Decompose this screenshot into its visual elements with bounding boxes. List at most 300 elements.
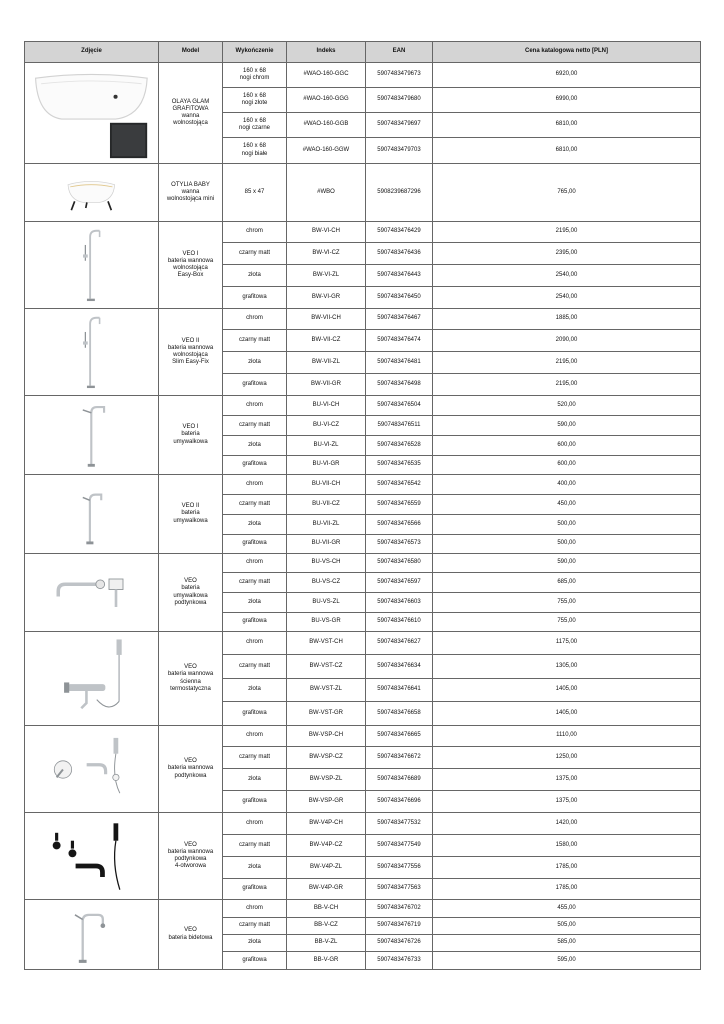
model-line: wolnostojąca — [173, 120, 208, 127]
price-cell: 1885,00 — [433, 309, 701, 330]
finish-cell — [223, 374, 287, 396]
finish-cell — [223, 573, 287, 593]
finish-cell — [223, 791, 287, 813]
ean-cell: 5908239687296 — [366, 164, 433, 222]
model-line: OTYLIA BABY — [171, 181, 210, 188]
ean-cell: 5907483479697 — [366, 113, 433, 138]
finish-line: grafitowa — [242, 709, 267, 716]
index-cell: BB-V-CH — [287, 900, 366, 918]
index-cell: BU-VS-GR — [287, 613, 366, 632]
price-cell: 590,00 — [433, 416, 701, 436]
finish-cell — [223, 857, 287, 879]
finish-line: złota — [248, 520, 261, 527]
index-cell: BW-VII-CH — [287, 309, 366, 330]
finish-line: chrom — [246, 228, 263, 235]
finish-cell — [223, 138, 287, 164]
header-row — [25, 42, 701, 63]
price-cell: 1785,00 — [433, 857, 701, 879]
ean-cell: 5907483476436 — [366, 243, 433, 265]
index-cell: BW-VST-CH — [287, 632, 366, 655]
finish-cell — [223, 702, 287, 726]
price-cell: 2195,00 — [433, 222, 701, 243]
ean-cell: 5907483476443 — [366, 265, 433, 287]
finish-cell — [223, 63, 287, 88]
model-line: GRAFITOWA — [172, 105, 209, 112]
finish-line: chrom — [246, 732, 263, 739]
ean-cell: 5907483476511 — [366, 416, 433, 436]
finish-cell — [223, 726, 287, 747]
finish-line: złota — [248, 939, 261, 946]
model-line: VEO — [184, 758, 197, 765]
price-cell: 6990,00 — [433, 88, 701, 113]
finish-line: grafitowa — [242, 380, 267, 387]
model-line: bateria wannowa — [167, 257, 214, 264]
index-cell: BW-VII-GR — [287, 374, 366, 396]
concealed-bath-mixer-icon — [44, 730, 139, 809]
finish-line: nogi chrom — [239, 75, 270, 81]
index-cell: BU-VS-CH — [287, 554, 366, 573]
product-photo — [25, 396, 159, 475]
index-cell: BW-VSP-GR — [287, 791, 366, 813]
table-row — [25, 164, 701, 222]
price-cell: 1250,00 — [433, 747, 701, 769]
table-row — [25, 632, 701, 655]
index-cell: #WAO-160-GGG — [287, 88, 366, 113]
table-row — [25, 813, 701, 835]
ean-cell: 5907483476528 — [366, 436, 433, 456]
ean-cell: 5907483476689 — [366, 769, 433, 791]
finish-line: złota — [248, 686, 261, 693]
finish-line: chrom — [246, 819, 263, 826]
model-line: VEO I — [182, 424, 199, 431]
finish-line: chrom — [246, 559, 263, 566]
finish-line: złota — [248, 775, 261, 782]
index-cell: BU-VII-ZL — [287, 515, 366, 535]
finish-cell — [223, 396, 287, 416]
tall-basin-mixer-icon — [70, 400, 113, 471]
finish-cell — [223, 613, 287, 632]
finish-line: nogi złote — [241, 100, 268, 106]
product-model — [159, 813, 223, 900]
bidet-mixer-icon — [61, 904, 123, 966]
price-cell: 1405,00 — [433, 702, 701, 726]
price-cell: 600,00 — [433, 456, 701, 475]
product-model — [159, 222, 223, 309]
header-photo: Zdjęcie — [25, 42, 159, 63]
index-cell: BW-VSP-CZ — [287, 747, 366, 769]
ean-cell: 5907483476726 — [366, 935, 433, 952]
finish-cell — [223, 330, 287, 352]
product-photo — [25, 554, 159, 632]
finish-line: 160 x 68 — [242, 92, 267, 99]
price-cell: 1375,00 — [433, 791, 701, 813]
product-model — [159, 309, 223, 396]
product-photo — [25, 63, 159, 164]
table-row — [25, 554, 701, 573]
index-cell: BW-VST-GR — [287, 702, 366, 726]
ean-cell: 5907483476634 — [366, 655, 433, 679]
finish-line: grafitowa — [242, 885, 267, 892]
index-cell: BW-V4P-GR — [287, 879, 366, 900]
wall-basin-mixer-icon — [39, 558, 144, 628]
index-cell: BW-VSP-ZL — [287, 769, 366, 791]
finish-cell — [223, 475, 287, 495]
product-photo — [25, 813, 159, 900]
finish-line: grafitowa — [242, 956, 267, 963]
finish-line: chrom — [246, 315, 263, 322]
index-cell: BU-VI-CZ — [287, 416, 366, 436]
price-cell: 1785,00 — [433, 879, 701, 900]
model-line: bateria — [181, 510, 200, 517]
finish-cell — [223, 535, 287, 554]
product-photo — [25, 164, 159, 222]
price-cell: 2540,00 — [433, 287, 701, 309]
finish-cell — [223, 352, 287, 374]
freestanding-bath-mixer-icon — [68, 313, 115, 392]
price-table — [24, 41, 701, 970]
ean-cell: 5907483476672 — [366, 747, 433, 769]
ean-cell: 5907483476641 — [366, 679, 433, 702]
finish-cell — [223, 769, 287, 791]
finish-cell — [223, 679, 287, 702]
ean-cell: 5907483476559 — [366, 495, 433, 515]
price-cell: 1420,00 — [433, 813, 701, 835]
price-cell: 685,00 — [433, 573, 701, 593]
ean-cell: 5907483476535 — [366, 456, 433, 475]
price-cell: 1375,00 — [433, 769, 701, 791]
ean-cell: 5907483476733 — [366, 952, 433, 970]
finish-cell — [223, 495, 287, 515]
finish-line: czarny matt — [238, 841, 270, 848]
model-line: bateria wannowa — [167, 671, 214, 678]
index-cell: BW-VII-ZL — [287, 352, 366, 374]
ean-cell: 5907483476719 — [366, 918, 433, 935]
ean-cell: 5907483476481 — [366, 352, 433, 374]
model-line: podtynkowa — [174, 599, 207, 606]
index-cell: #WAO-160-GGB — [287, 113, 366, 138]
finish-cell — [223, 918, 287, 935]
product-photo — [25, 726, 159, 813]
index-cell: BW-VI-CZ — [287, 243, 366, 265]
product-photo — [25, 222, 159, 309]
finish-line: czarny matt — [238, 662, 270, 669]
finish-line: czarny matt — [238, 578, 270, 585]
index-cell: BB-V-CZ — [287, 918, 366, 935]
index-cell: BW-VI-ZL — [287, 265, 366, 287]
freestanding-bathtub-icon — [30, 67, 153, 160]
table-row — [25, 900, 701, 918]
table-row — [25, 396, 701, 416]
price-cell: 1580,00 — [433, 835, 701, 857]
index-cell: BB-V-GR — [287, 952, 366, 970]
model-line: bateria — [181, 431, 200, 438]
finish-cell — [223, 813, 287, 835]
finish-line: 160 x 68 — [242, 143, 267, 150]
index-cell: BW-VI-CH — [287, 222, 366, 243]
finish-line: grafitowa — [242, 293, 267, 300]
header-ean: EAN — [366, 42, 433, 63]
finish-line: nogi czarne — [238, 125, 271, 131]
ean-cell: 5907483477556 — [366, 857, 433, 879]
model-line: VEO — [184, 927, 197, 934]
ean-cell: 5907483476603 — [366, 593, 433, 613]
finish-cell — [223, 164, 287, 222]
ean-cell: 5907483476542 — [366, 475, 433, 495]
freestanding-bath-mixer-icon — [68, 226, 115, 305]
model-line: bateria — [181, 585, 200, 592]
product-photo — [25, 475, 159, 554]
finish-cell — [223, 515, 287, 535]
price-cell: 505,00 — [433, 918, 701, 935]
model-line: wolnostojąca — [173, 265, 208, 271]
finish-line: chrom — [246, 401, 263, 408]
ean-cell: 5907483479703 — [366, 138, 433, 164]
ean-cell: 5907483477532 — [366, 813, 433, 835]
model-line: wanna — [181, 188, 200, 195]
price-cell: 6810,00 — [433, 113, 701, 138]
price-cell: 1110,00 — [433, 726, 701, 747]
thermostatic-bath-mixer-icon — [40, 636, 143, 722]
model-line: wanna — [181, 113, 200, 119]
finish-line: nogi białe — [241, 150, 268, 157]
table-row — [25, 475, 701, 495]
index-cell: BU-VI-GR — [287, 456, 366, 475]
model-line: umywalkowa — [173, 438, 208, 445]
price-cell: 1305,00 — [433, 655, 701, 679]
model-line: wolnostojąca — [173, 352, 208, 358]
ean-cell: 5907483476597 — [366, 573, 433, 593]
ean-cell: 5907483476498 — [366, 374, 433, 396]
ean-cell: 5907483477563 — [366, 879, 433, 900]
ean-cell: 5907483476610 — [366, 613, 433, 632]
basin-mixer-icon — [70, 479, 113, 550]
finish-cell — [223, 879, 287, 900]
ean-cell: 5907483476573 — [366, 535, 433, 554]
model-line: Easy-Box — [177, 272, 204, 279]
finish-cell — [223, 113, 287, 138]
product-model — [159, 164, 223, 222]
index-cell: BW-VST-ZL — [287, 679, 366, 702]
product-model — [159, 554, 223, 632]
product-model — [159, 396, 223, 475]
model-line: VEO II — [181, 503, 200, 510]
price-cell: 755,00 — [433, 613, 701, 632]
index-cell: BW-VI-GR — [287, 287, 366, 309]
model-line: VEO II — [181, 337, 200, 344]
product-photo — [25, 900, 159, 970]
finish-cell — [223, 309, 287, 330]
ean-cell: 5907483476566 — [366, 515, 433, 535]
finish-cell — [223, 287, 287, 309]
finish-cell — [223, 88, 287, 113]
table-row — [25, 222, 701, 243]
price-cell: 2090,00 — [433, 330, 701, 352]
ean-cell: 5907483476702 — [366, 900, 433, 918]
header-index: Indeks — [287, 42, 366, 63]
price-cell: 2195,00 — [433, 374, 701, 396]
finish-cell — [223, 935, 287, 952]
finish-line: grafitowa — [242, 618, 267, 625]
index-cell: BB-V-ZL — [287, 935, 366, 952]
price-cell: 2195,00 — [433, 352, 701, 374]
finish-cell — [223, 265, 287, 287]
index-cell: BW-V4P-CZ — [287, 835, 366, 857]
finish-cell — [223, 900, 287, 918]
finish-line: czarny matt — [238, 922, 270, 929]
finish-line: czarny matt — [238, 336, 270, 343]
finish-line: grafitowa — [242, 540, 267, 547]
model-line: OLAYA GLAM — [171, 98, 210, 105]
ean-cell: 5907483476658 — [366, 702, 433, 726]
ean-cell: 5907483476450 — [366, 287, 433, 309]
model-line: VEO — [184, 664, 197, 671]
model-line: wolnostojąca mini — [166, 196, 215, 203]
model-line: VEO — [184, 841, 197, 848]
finish-line: grafitowa — [242, 797, 267, 804]
header-model: Model — [159, 42, 223, 63]
model-line: bateria wannowa — [167, 765, 214, 772]
index-cell: BW-V4P-CH — [287, 813, 366, 835]
model-line: 4-otworowa — [174, 863, 206, 870]
index-cell: BU-VS-CZ — [287, 573, 366, 593]
table-row — [25, 726, 701, 747]
model-line: umywalkowa — [173, 517, 208, 524]
ean-cell: 5907483476665 — [366, 726, 433, 747]
model-line: podtynkowa — [174, 772, 207, 779]
price-cell: 6810,00 — [433, 138, 701, 164]
header-price: Cena katalogowa netto [PLN] — [433, 42, 701, 63]
model-line: podtynkowa — [174, 856, 207, 862]
finish-line: złota — [248, 271, 261, 278]
ean-cell: 5907483476429 — [366, 222, 433, 243]
product-model — [159, 726, 223, 813]
index-cell: BW-V4P-ZL — [287, 857, 366, 879]
index-cell: #WBO — [287, 164, 366, 222]
model-line: bateria wannowa — [167, 344, 214, 351]
table-row — [25, 309, 701, 330]
price-cell: 2395,00 — [433, 243, 701, 265]
four-hole-bath-mixer-black-icon — [44, 817, 139, 896]
finish-cell — [223, 222, 287, 243]
finish-cell — [223, 436, 287, 456]
finish-line: 160 x 68 — [242, 67, 267, 74]
product-model — [159, 900, 223, 970]
index-cell: BU-VI-ZL — [287, 436, 366, 456]
index-cell: BW-VST-CZ — [287, 655, 366, 679]
finish-cell — [223, 952, 287, 970]
price-cell: 755,00 — [433, 593, 701, 613]
finish-cell — [223, 632, 287, 655]
ean-cell: 5907483476467 — [366, 309, 433, 330]
table-row — [25, 63, 701, 88]
model-line: termostatyczna — [170, 685, 211, 692]
finish-line: chrom — [246, 639, 263, 646]
product-photo — [25, 309, 159, 396]
ean-cell: 5907483476504 — [366, 396, 433, 416]
finish-line: czarny matt — [238, 500, 270, 507]
price-cell: 450,00 — [433, 495, 701, 515]
price-cell: 2540,00 — [433, 265, 701, 287]
price-cell: 1405,00 — [433, 679, 701, 702]
finish-line: złota — [248, 441, 261, 448]
finish-cell — [223, 456, 287, 475]
product-model — [159, 475, 223, 554]
finish-line: 85 x 47 — [244, 188, 265, 195]
ean-cell: 5907483477549 — [366, 835, 433, 857]
finish-line: grafitowa — [242, 461, 267, 468]
clawfoot-mini-bathtub-icon — [58, 168, 125, 218]
price-cell: 500,00 — [433, 535, 701, 554]
ean-cell: 5907483476580 — [366, 554, 433, 573]
finish-cell — [223, 416, 287, 436]
price-cell: 520,00 — [433, 396, 701, 416]
finish-line: złota — [248, 863, 261, 870]
price-cell: 600,00 — [433, 436, 701, 456]
index-cell: BU-VII-GR — [287, 535, 366, 554]
model-line: bateria wannowa — [167, 848, 214, 855]
index-cell: #WAO-160-GGC — [287, 63, 366, 88]
finish-cell — [223, 593, 287, 613]
index-cell: BW-VII-CZ — [287, 330, 366, 352]
finish-line: chrom — [246, 480, 263, 487]
index-cell: #WAO-160-GGW — [287, 138, 366, 164]
ean-cell: 5907483479673 — [366, 63, 433, 88]
finish-line: czarny matt — [238, 421, 270, 428]
price-cell: 765,00 — [433, 164, 701, 222]
price-cell: 585,00 — [433, 935, 701, 952]
finish-line: złota — [248, 358, 261, 365]
finish-line: czarny matt — [238, 249, 270, 256]
product-model — [159, 63, 223, 164]
index-cell: BW-VSP-CH — [287, 726, 366, 747]
catalog-body — [25, 63, 701, 970]
finish-cell — [223, 835, 287, 857]
ean-cell: 5907483479680 — [366, 88, 433, 113]
index-cell: BU-VI-CH — [287, 396, 366, 416]
finish-cell — [223, 655, 287, 679]
price-cell: 400,00 — [433, 475, 701, 495]
model-line: ścienna — [180, 678, 201, 685]
finish-line: złota — [248, 598, 261, 605]
price-cell: 500,00 — [433, 515, 701, 535]
finish-line: 160 x 68 — [242, 117, 267, 124]
finish-cell — [223, 554, 287, 573]
price-cell: 595,00 — [433, 952, 701, 970]
product-model — [159, 632, 223, 726]
price-cell: 1175,00 — [433, 632, 701, 655]
model-line: umywalkowa — [173, 592, 208, 599]
finish-cell — [223, 243, 287, 265]
index-cell: BU-VII-CH — [287, 475, 366, 495]
model-line: Slim Easy-Fix — [172, 359, 209, 366]
price-cell: 590,00 — [433, 554, 701, 573]
price-cell: 455,00 — [433, 900, 701, 918]
ean-cell: 5907483476627 — [366, 632, 433, 655]
index-cell: BU-VS-ZL — [287, 593, 366, 613]
header-finish: Wykończenie — [223, 42, 287, 63]
ean-cell: 5907483476474 — [366, 330, 433, 352]
model-line: VEO — [184, 578, 197, 585]
finish-cell — [223, 747, 287, 769]
index-cell: BU-VII-CZ — [287, 495, 366, 515]
ean-cell: 5907483476696 — [366, 791, 433, 813]
finish-line: chrom — [246, 904, 263, 911]
model-line: VEO I — [182, 250, 199, 257]
product-photo — [25, 632, 159, 726]
price-cell: 6920,00 — [433, 63, 701, 88]
model-line: bateria bidetowa — [168, 934, 213, 941]
finish-line: czarny matt — [238, 753, 270, 760]
